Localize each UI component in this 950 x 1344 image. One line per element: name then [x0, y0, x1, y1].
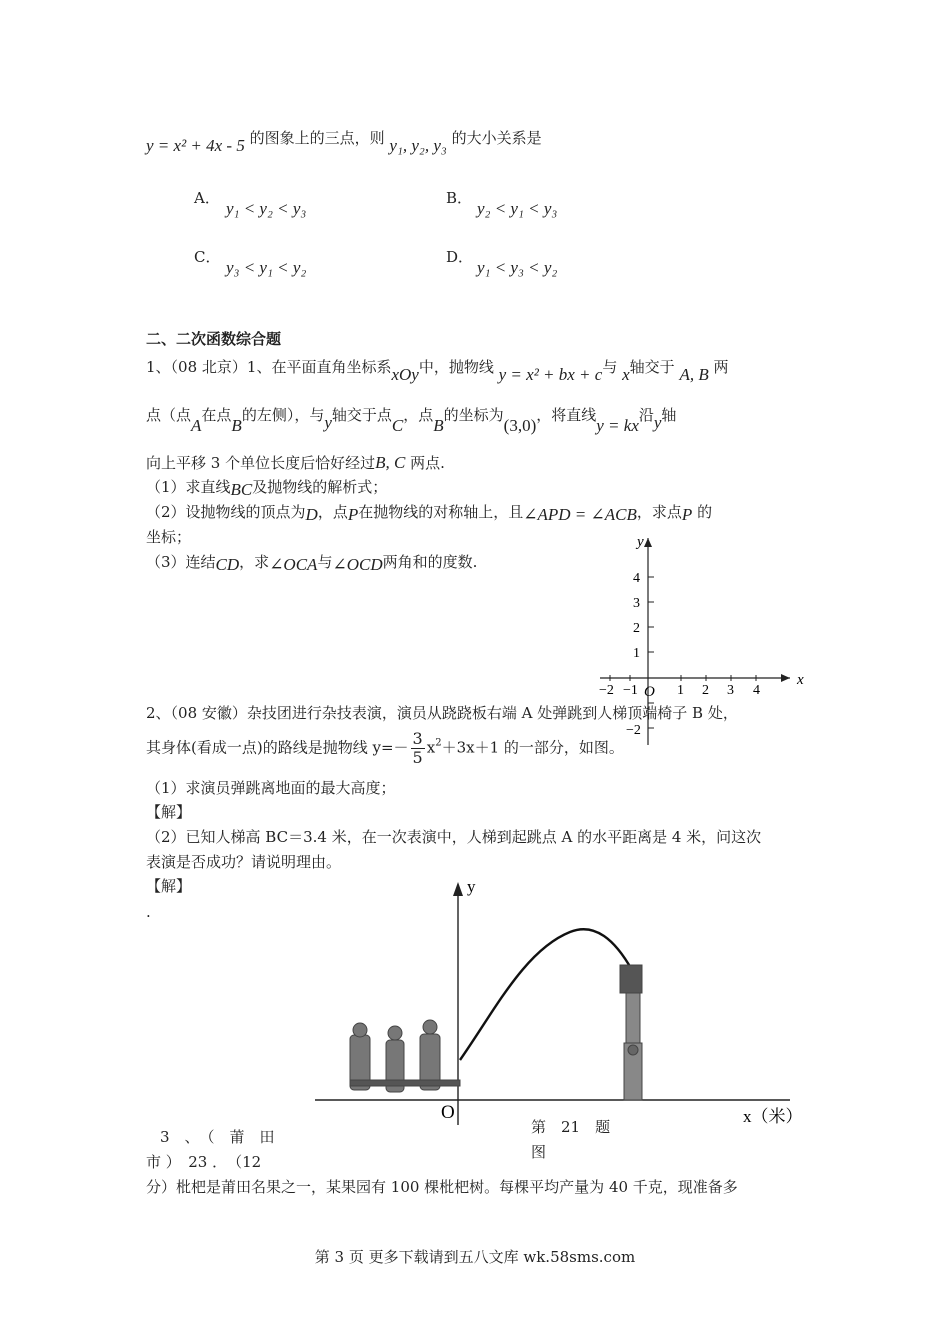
q1-text: 在点: [201, 406, 232, 424]
q1-text: 向上平移 3 个单位长度后恰好经过: [146, 454, 376, 472]
q1-text: 沿: [638, 406, 654, 424]
q1-line1: [146, 357, 729, 384]
q1-P: P: [347, 505, 359, 524]
q1-OCA: ∠OCA: [269, 555, 318, 574]
y-axis-arrow-icon: [453, 882, 463, 896]
q1-y: y: [324, 413, 332, 432]
q1-text: ，点: [403, 406, 434, 424]
q1-parabola-eq: y = x² + bx + c: [498, 365, 603, 384]
x-axis-label: x（米）: [743, 1107, 803, 1126]
q1-text: 两点.: [410, 454, 445, 472]
origin-label: O: [644, 684, 655, 700]
q1-text: ，点: [317, 503, 348, 521]
y-tick-label: 1: [633, 646, 640, 661]
q3-line1: 3 、 （ 莆 田: [160, 1128, 275, 1146]
option-a-letter: A．: [194, 189, 220, 207]
q1-text: 两角和的度数.: [382, 553, 478, 571]
q1-B: B: [231, 416, 242, 435]
q1-text: 点（点: [146, 406, 192, 424]
q1-text: 中，抛物线: [418, 358, 494, 376]
q1-xoy: xOy: [391, 365, 419, 384]
q3-line2: 市 ） 23 ． （12: [146, 1153, 262, 1171]
x-axis-label: x: [797, 672, 804, 688]
fraction-numerator: 3: [412, 729, 423, 748]
q1-line2: [146, 405, 677, 435]
q1-x: x: [622, 365, 630, 384]
q1-line3: [146, 453, 445, 473]
q-prev-text2: 的大小关系是: [451, 129, 542, 147]
q1-bc: B, C: [375, 453, 406, 472]
option-c-letter: C．: [194, 248, 221, 266]
x-tick-label: 3: [727, 683, 734, 698]
q1-text: 轴交于点: [331, 406, 392, 424]
q2-line2: [146, 730, 624, 767]
y-tick-label: 3: [633, 596, 640, 611]
q1-coord: (3,0): [503, 416, 537, 435]
q2-line1: 2、（08 安徽）杂技团进行杂技表演，演员从跷跷板右端 A 处弹跳到人梯顶端椅子 B 处，: [146, 704, 738, 722]
y-tick-label: −2: [626, 723, 641, 738]
q2-text: ＋3x＋1 的一部分，如图。: [441, 738, 624, 757]
x-tick-label: 1: [677, 683, 684, 698]
q1-line-eq: y = kx: [596, 416, 639, 435]
q1-text: 及抛物线的解析式；: [252, 478, 388, 496]
q1-sub3: [146, 552, 477, 572]
q2-answer-label: 【解】: [146, 803, 192, 821]
human-ladder-icon: [620, 965, 642, 1100]
q2-fraction: [411, 730, 425, 767]
q1-text: ，将直线: [536, 406, 597, 424]
y-axis-label: y: [467, 877, 476, 896]
q2-sub2-l2: 表演是否成功？请说明理由。: [146, 853, 342, 871]
q1-B2: B: [433, 416, 444, 435]
trajectory-curve: [460, 929, 632, 1060]
q1-text: （3）连结: [146, 553, 216, 571]
origin-label: O: [441, 1102, 455, 1123]
performers-icon: [350, 1020, 460, 1092]
x-tick-label: 4: [753, 683, 760, 698]
q1-text: （2）设抛物线的顶点为: [146, 503, 306, 521]
x-tick-label: 2: [702, 683, 709, 698]
option-b-expr: y₂ < y₁ < y₃: [477, 199, 558, 218]
fraction-denominator: 5: [412, 748, 423, 767]
q1-text: ，求点: [636, 503, 682, 521]
q1-text: （1）求直线: [146, 478, 231, 496]
q2-dot: .: [146, 903, 151, 921]
q1-text: 的: [697, 503, 713, 521]
q1-sub1: [146, 477, 387, 497]
q1-text: ，求: [239, 553, 270, 571]
q1-sub2-cont: 坐标；: [146, 528, 192, 546]
q-prev-vars: y₁, y₂, y₃: [389, 136, 447, 155]
y-tick-label: 2: [633, 621, 640, 636]
q1-ab: A, B: [679, 365, 709, 384]
option-b-letter: B．: [446, 189, 473, 207]
page-footer: 第 3 页 更多下载请到五八文库 wk.58sms.com: [314, 1248, 636, 1266]
q1-text: 与: [317, 553, 333, 571]
q2-sub1: （1）求演员弹跳离地面的最大高度；: [146, 779, 396, 797]
q1-text: 的左侧），与: [241, 406, 325, 424]
q1-BC: BC: [230, 480, 253, 499]
option-d-expr: y₁ < y₃ < y₂: [477, 258, 558, 277]
q3-line3: 分）枇杷是莆田名果之一，某果园有 100 棵枇杷树。每棵平均产量为 40 千克，现准备多: [146, 1178, 738, 1196]
y-axis-arrow-icon: [644, 538, 652, 547]
q1-sub2: [146, 502, 712, 522]
q2-exponent: 2: [435, 737, 442, 749]
q1-text: 轴交于: [629, 358, 675, 376]
q2-text: x: [426, 738, 436, 757]
q1-C: C: [391, 416, 404, 435]
q1-CD: CD: [215, 555, 240, 574]
q1-P2: P: [681, 505, 693, 524]
q1-text: 两: [713, 358, 729, 376]
q1-OCD: ∠OCD: [332, 555, 383, 574]
x-tick-label: −2: [599, 683, 614, 698]
q1-angle-eq: ∠APD = ∠ACB: [523, 505, 637, 524]
q1-text: 与: [602, 358, 618, 376]
option-a-expr: y₁ < y₂ < y₃: [226, 199, 307, 218]
option-d-letter: D．: [446, 248, 474, 266]
q1-A: A: [191, 416, 202, 435]
x-axis-arrow-icon: [781, 674, 790, 682]
y-tick-label: 4: [633, 571, 640, 586]
option-c-expr: y₃ < y₁ < y₂: [226, 258, 307, 277]
figure-caption-cont: 图: [531, 1143, 547, 1161]
section-title: 二、二次函数综合题: [146, 330, 282, 348]
q-prev-line: [146, 129, 542, 156]
x-tick-label: −1: [623, 683, 638, 698]
q1-y2: y: [653, 413, 662, 432]
q2-answer-label: 【解】: [146, 877, 192, 895]
q1-D: D: [305, 505, 318, 524]
q1-text: 轴: [661, 406, 677, 424]
q2-text: 其身体(看成一点)的路线是抛物线 y=－: [146, 738, 409, 757]
figure-caption: 第 21 题: [531, 1118, 611, 1136]
q1-text: 1、（08 北京）1、在平面直角坐标系: [146, 358, 392, 376]
y-axis-label: y: [637, 534, 644, 550]
q-prev-text1: 的图象上的三点，则: [249, 129, 385, 147]
q2-sub2-l1: （2）已知人梯高 BC＝3.4 米，在一次表演中，人梯到起跳点 A 的水平距离是 4 米，问这次: [146, 828, 762, 846]
q-prev-equation: y = x² + 4x - 5: [146, 136, 245, 155]
q1-text: 的坐标为: [443, 406, 504, 424]
q1-text: 在抛物线的对称轴上，且: [358, 503, 524, 521]
